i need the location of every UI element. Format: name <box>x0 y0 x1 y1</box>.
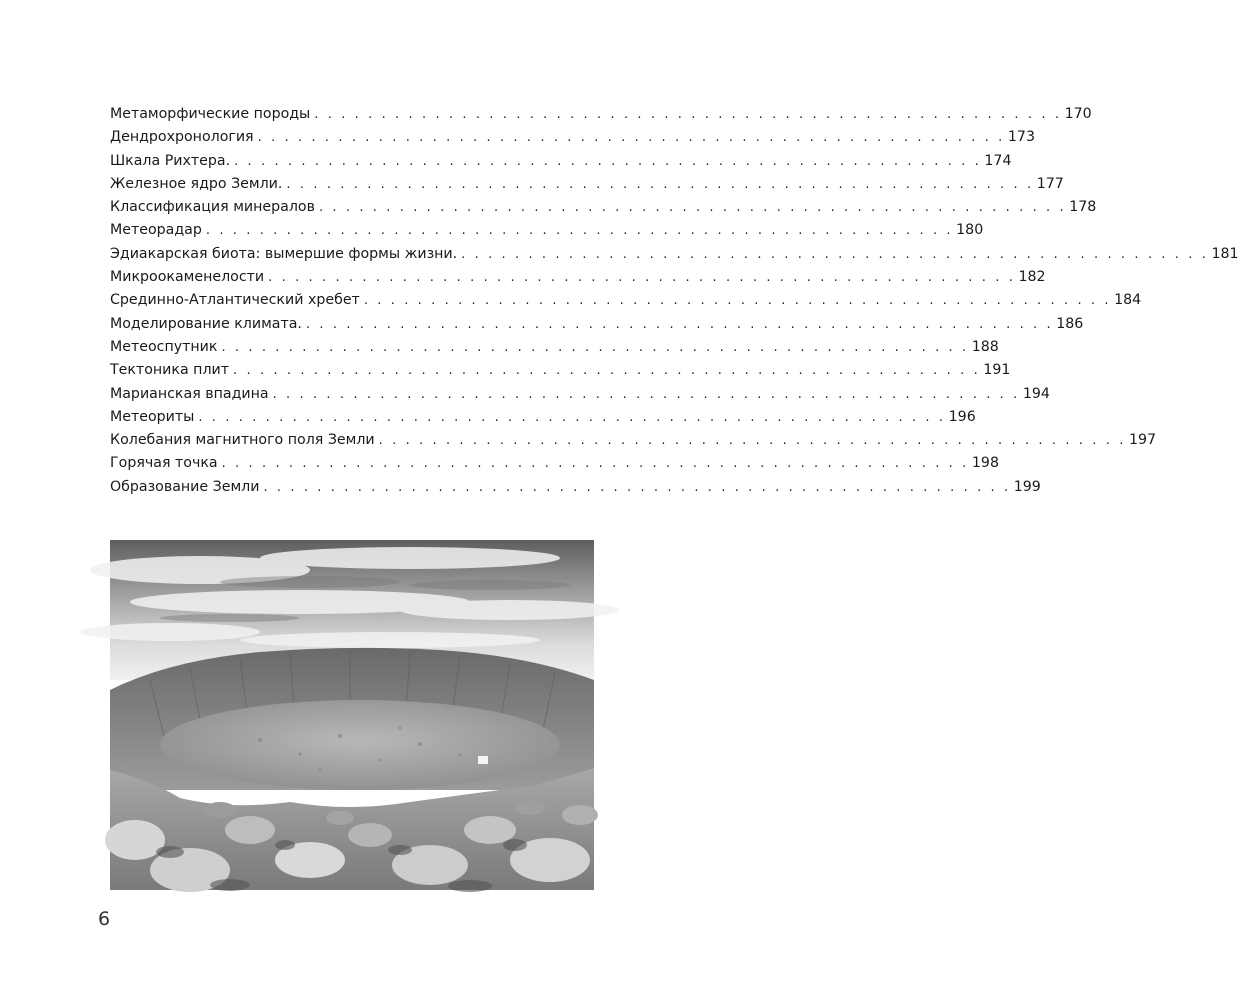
toc-entry[interactable] <box>110 219 984 242</box>
toc-entry-page: 178 <box>1069 199 1097 216</box>
toc-leader-dots: . . . . . . . . . . . . . . . . . . . . . . . . . . . . . . . . . . . . . . . . . . . . . . . . . . . . . . . . <box>286 176 1034 192</box>
toc-entry[interactable] <box>110 243 1239 266</box>
toc-leader-dots: . . . . . . . . . . . . . . . . . . . . . . . . . . . . . . . . . . . . . . . . . . . . . . . . . . . . . . . . <box>205 223 954 239</box>
toc-entry-page: 180 <box>956 222 984 239</box>
toc-entry-page: 186 <box>1056 315 1084 332</box>
toc-entry[interactable] <box>110 383 1050 406</box>
toc-entry-title: Колебания магнитного поля Земли <box>110 432 375 449</box>
toc-entry[interactable] <box>110 336 999 359</box>
toc-entry[interactable] <box>110 476 1041 499</box>
toc-entry-title: Моделирование климата. <box>110 315 302 332</box>
toc-entry-title: Тектоника плит <box>110 362 230 379</box>
toc-leader-dots: . . . . . . . . . . . . . . . . . . . . . . . . . . . . . . . . . . . . . . . . . . . . . . . . . . . . . . . . <box>268 270 1016 286</box>
toc-leader-dots: . . . . . . . . . . . . . . . . . . . . . . . . . . . . . . . . . . . . . . . . . . . . . . . . . . . . . . . . <box>314 107 1062 122</box>
toc-entry[interactable] <box>110 313 1084 336</box>
toc-entry-title: Железное ядро Земли. <box>110 175 283 192</box>
toc-leader-dots: . . . . . . . . . . . . . . . . . . . . . . . . . . . . . . . . . . . . . . . . . . . . . . . . . . . . . . . . <box>221 456 969 472</box>
toc-entry-title: Микроокаменелости <box>110 269 265 286</box>
crater-photo <box>110 540 594 890</box>
toc-entry-title: Метеориты <box>110 408 195 425</box>
toc-entry-page: 196 <box>948 408 976 425</box>
toc-leader-dots: . . . . . . . . . . . . . . . . . . . . . . . . . . . . . . . . . . . . . . . . . . . . . . . . . . . . . . . . <box>233 363 981 379</box>
toc-entry[interactable] <box>110 103 1092 126</box>
toc-entry[interactable] <box>110 266 1046 289</box>
toc-entry-page: 170 <box>1064 106 1092 122</box>
toc-entry-title: Образование Земли <box>110 478 260 495</box>
toc-entry-title: Классификация минералов <box>110 199 315 216</box>
toc-leader-dots: . . . . . . . . . . . . . . . . . . . . . . . . . . . . . . . . . . . . . . . . . . . . . . . . . . . . . . . . <box>263 479 1011 495</box>
toc-leader-dots: . . . . . . . . . . . . . . . . . . . . . . . . . . . . . . . . . . . . . . . . . . . . . . . . . . . . . . . . <box>363 293 1112 309</box>
toc-leader-dots: . . . . . . . . . . . . . . . . . . . . . . . . . . . . . . . . . . . . . . . . . . . . . . . . . . . . . . . . <box>221 339 969 355</box>
toc-entry-page: 181 <box>1211 245 1239 262</box>
toc-entry-page: 184 <box>1114 292 1142 309</box>
toc-entry-page: 197 <box>1128 432 1157 449</box>
toc-leader-dots: . . . . . . . . . . . . . . . . . . . . . . . . . . . . . . . . . . . . . . . . . . . . . . . . . . . . . . . . <box>234 153 982 169</box>
toc-leader-dots: . . . . . . . . . . . . . . . . . . . . . . . . . . . . . . . . . . . . . . . . . . . . . . . . . . . . . . . . <box>461 246 1209 262</box>
toc-entry[interactable] <box>110 429 1157 452</box>
toc-entry[interactable] <box>110 406 976 429</box>
toc-entry-page: 173 <box>1007 129 1035 146</box>
toc-entry[interactable] <box>110 150 1012 173</box>
toc-entry-page: 194 <box>1022 385 1050 402</box>
toc-entry[interactable] <box>110 359 1011 382</box>
toc-entry-title: Метаморфические породы <box>110 106 311 122</box>
toc-leader-dots: . . . . . . . . . . . . . . . . . . . . . . . . . . . . . . . . . . . . . . . . . . . . . . . . . . . . . . . . <box>318 200 1067 216</box>
toc-entry-page: 199 <box>1013 478 1041 495</box>
toc-entry-title: Шкала Рихтера. <box>110 152 231 169</box>
toc-entry-page: 182 <box>1018 269 1046 286</box>
toc-leader-dots: . . . . . . . . . . . . . . . . . . . . . . . . . . . . . . . . . . . . . . . . . . . . . . . . . . . . . . . . <box>305 316 1054 332</box>
toc-leader-dots: . . . . . . . . . . . . . . . . . . . . . . . . . . . . . . . . . . . . . . . . . . . . . . . . . . . . . . . . <box>257 130 1005 146</box>
toc-leader-dots: . . . . . . . . . . . . . . . . . . . . . . . . . . . . . . . . . . . . . . . . . . . . . . . . . . . . . . . . <box>198 409 946 425</box>
toc-entry-page: 198 <box>971 455 999 472</box>
toc-entry-page: 188 <box>971 338 999 355</box>
toc-leader-dots: . . . . . . . . . . . . . . . . . . . . . . . . . . . . . . . . . . . . . . . . . . . . . . . . . . . . . . . . <box>378 433 1126 449</box>
toc-entry[interactable] <box>110 126 1035 149</box>
table-of-contents <box>110 103 1239 499</box>
toc-entry-title: Эдиакарская биота: вымершие формы жизни. <box>110 245 458 262</box>
toc-entry-title: Дендрохронология <box>110 129 254 146</box>
toc-entry[interactable] <box>110 452 999 475</box>
toc-entry-page: 191 <box>983 362 1011 379</box>
toc-entry[interactable] <box>110 289 1142 312</box>
toc-entry[interactable] <box>110 173 1064 196</box>
toc-entry-title: Марианская впадина <box>110 385 269 402</box>
toc-entry-title: Метеоспутник <box>110 338 218 355</box>
toc-entry[interactable] <box>110 196 1097 219</box>
toc-entry-page: 177 <box>1036 175 1064 192</box>
toc-entry-page: 174 <box>984 152 1012 169</box>
toc-leader-dots: . . . . . . . . . . . . . . . . . . . . . . . . . . . . . . . . . . . . . . . . . . . . . . . . . . . . . . . . <box>272 386 1020 402</box>
toc-entry-title: Горячая точка <box>110 455 218 472</box>
page-number: 6 <box>98 908 111 930</box>
toc-entry-title: Метеорадар <box>110 222 202 239</box>
toc-entry-title: Срединно-Атлантический хребет <box>110 292 360 309</box>
